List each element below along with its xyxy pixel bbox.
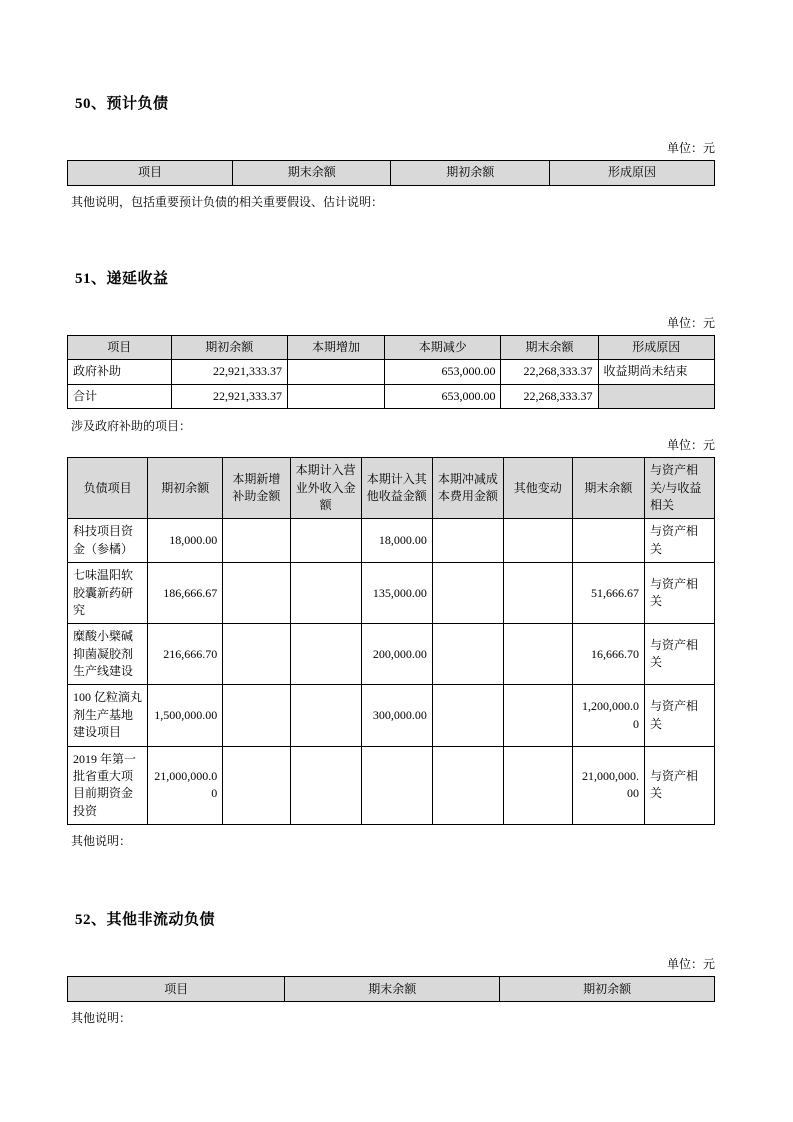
section-52-note: 其他说明： [71,1011,132,1026]
table-cell [504,624,573,685]
table-row [68,563,715,624]
header-row [68,458,715,519]
table-row [68,746,715,825]
table-cell: 七味温阳软胶囊新药研究 [68,563,148,624]
table-cell [572,519,644,563]
column-header: 本期新增补助金额 [223,458,290,519]
table-row [68,360,715,384]
table-cell: 收益期尚未结束 [598,360,714,384]
table-cell [504,519,573,563]
table-cell: 1,200,000.00 [572,685,644,746]
column-header: 形成原因 [549,161,714,186]
table-cell [432,519,503,563]
header-row [68,336,715,360]
section-50-note: 其他说明，包括重要预计负债的相关重要假设、估计说明： [71,195,384,209]
table-row [68,624,715,685]
column-header: 本期冲减成本费用金额 [432,458,503,519]
column-header: 本期计入营业外收入金额 [290,458,361,519]
other-noncurrent-liabilities-table [67,976,715,1002]
table-cell: 16,666.70 [572,624,644,685]
table-cell [223,746,290,825]
table-cell: 135,000.00 [361,563,432,624]
section-52-heading: 52、其他非流动负债 [75,912,216,929]
table-cell: 22,268,333.37 [501,384,598,408]
column-header: 本期计入其他收益金额 [361,458,432,519]
table-cell [287,360,384,384]
table-cell [504,563,573,624]
table-cell [598,384,714,408]
header-row [68,977,715,1002]
table-cell: 18,000.00 [148,519,223,563]
table-cell [290,685,361,746]
table-cell: 与资产相关 [645,519,715,563]
table-cell [290,563,361,624]
table-cell: 与资产相关 [645,685,715,746]
table-cell: 653,000.00 [385,384,501,408]
unit-label: 单位：元 [666,141,715,155]
section-50-heading: 50、预计负债 [75,96,169,112]
column-header: 其他变动 [504,458,573,519]
column-header: 项目 [68,336,172,360]
table-cell: 100 亿粒滴丸剂生产基地建设项目 [68,685,148,746]
table-cell: 糜酸小檗碱抑菌凝胶剂生产线建设 [68,624,148,685]
column-header: 期末余额 [572,458,644,519]
table-cell: 政府补助 [68,360,172,384]
table-cell [504,746,573,825]
unit-label: 单位：元 [666,957,715,972]
table-cell: 21,000,000.00 [572,746,644,825]
table-cell: 21,000,000.00 [148,746,223,825]
column-header: 期末余额 [285,977,500,1002]
section-51-heading: 51、递延收益 [75,271,169,287]
column-header: 期初余额 [171,336,287,360]
column-header: 期末余额 [501,336,598,360]
table-cell [223,685,290,746]
table-cell: 与资产相关 [645,746,715,825]
table-cell [432,685,503,746]
table-cell [290,624,361,685]
table-cell [223,624,290,685]
table-cell: 与资产相关 [645,563,715,624]
column-header: 项目 [68,977,285,1002]
table-cell: 合计 [68,384,172,408]
table-cell: 22,268,333.37 [501,360,598,384]
table-cell [223,563,290,624]
table-cell: 22,921,333.37 [171,384,287,408]
estimated-liabilities-table [67,160,715,186]
table-cell: 51,666.67 [572,563,644,624]
table-cell: 216,666.70 [148,624,223,685]
column-header: 与资产相关/与收益相关 [645,458,715,519]
table-row [68,384,715,408]
table-cell: 186,666.67 [148,563,223,624]
table-cell [361,746,432,825]
table-cell [290,746,361,825]
table-cell: 1,500,000.00 [148,685,223,746]
section-other-noncurrent-liabilities [67,908,715,1027]
column-header: 期初余额 [391,161,550,186]
table-cell [432,746,503,825]
table-cell [290,519,361,563]
column-header: 期末余额 [232,161,391,186]
table-cell: 653,000.00 [385,360,501,384]
government-grant-subnote: 涉及政府补助的项目： [71,419,192,434]
table-cell: 2019 年第一批省重大项目前期资金投资 [68,746,148,825]
column-header: 本期增加 [287,336,384,360]
column-header: 本期减少 [385,336,501,360]
table-cell: 科技项目资金（参橘） [68,519,148,563]
section-51-note: 其他说明： [71,834,132,849]
table-cell: 200,000.00 [361,624,432,685]
government-grant-detail-table [67,457,715,825]
table-cell [223,519,290,563]
column-header: 负债项目 [68,458,148,519]
column-header: 形成原因 [598,336,714,360]
unit-label: 单位：元 [666,316,715,330]
header-row [68,161,715,186]
column-header: 期初余额 [500,977,715,1002]
column-header: 期初余额 [148,458,223,519]
table-cell: 18,000.00 [361,519,432,563]
deferred-income-table [67,335,715,409]
section-deferred-income [67,267,715,850]
column-header: 项目 [68,161,233,186]
table-cell [504,685,573,746]
table-cell: 300,000.00 [361,685,432,746]
table-cell [432,624,503,685]
unit-label: 单位：元 [666,438,715,453]
table-cell [287,384,384,408]
table-cell: 与资产相关 [645,624,715,685]
table-row [68,519,715,563]
table-row [68,685,715,746]
section-estimated-liabilities [67,92,715,211]
table-cell: 22,921,333.37 [171,360,287,384]
table-cell [432,563,503,624]
